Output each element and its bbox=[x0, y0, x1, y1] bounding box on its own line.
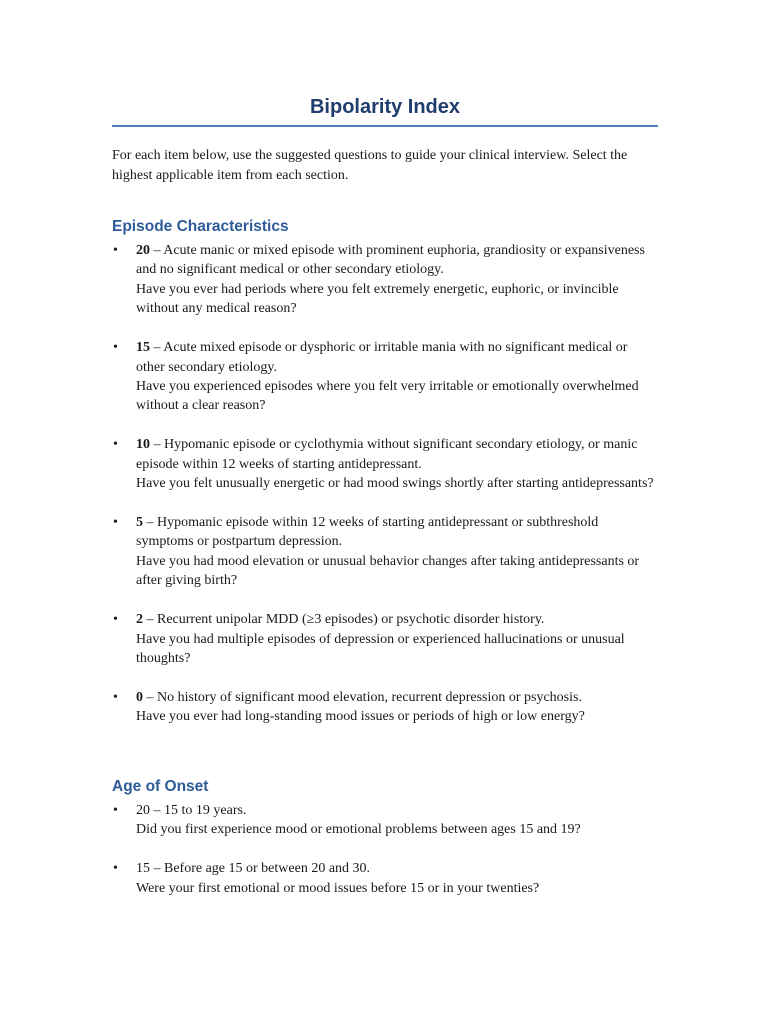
section-heading-age-of-onset: Age of Onset bbox=[112, 778, 209, 795]
list-item bbox=[112, 241, 658, 319]
item-description: – Recurrent unipolar MDD (≥3 episodes) or psychotic disorder history. bbox=[143, 612, 545, 628]
item-description: – 15 to 19 years. bbox=[150, 803, 247, 818]
section-heading-episode-characteristics: Episode Characteristics bbox=[112, 218, 289, 235]
list-item bbox=[112, 801, 658, 840]
item-score: 0 bbox=[136, 689, 143, 705]
item-description: – Before age 15 or between 20 and 30. bbox=[150, 861, 371, 877]
list-item bbox=[112, 688, 658, 727]
bullet-icon: • bbox=[113, 340, 118, 356]
list-item bbox=[112, 859, 658, 898]
item-score: 15 bbox=[136, 861, 150, 877]
item-score: 20 bbox=[136, 803, 150, 818]
item-criterion bbox=[136, 859, 658, 878]
item-description: – Hypomanic episode or cyclothymia without significant secondary etiology, or manic episode within 12 weeks of starting antidepressant. bbox=[136, 437, 638, 472]
item-criterion bbox=[136, 338, 658, 377]
item-question: Have you ever had long-standing mood issues or periods of high or low energy? bbox=[136, 709, 585, 725]
item-question: Have you had mood elevation or unusual behavior changes after taking antidepressants or after giving birth? bbox=[136, 553, 640, 589]
list-item bbox=[112, 610, 658, 668]
list-item bbox=[112, 435, 658, 493]
age-of-onset-list bbox=[112, 801, 658, 898]
item-score: 2 bbox=[136, 612, 143, 628]
item-description: – Acute manic or mixed episode with prominent euphoria, grandiosity or expansiveness and no significant medical or other secondary etiology. bbox=[136, 243, 645, 278]
item-question: Have you had multiple episodes of depression or experienced hallucinations or unusual thoughts? bbox=[136, 631, 625, 666]
document-title: Bipolarity Index bbox=[309, 96, 461, 118]
item-criterion bbox=[136, 435, 658, 474]
item-question: Have you experienced episodes where you felt very irritable or emotionally overwhelmed without a clear reason? bbox=[136, 378, 639, 414]
item-criterion bbox=[136, 241, 658, 280]
list-item bbox=[112, 338, 658, 416]
item-score: 5 bbox=[136, 514, 143, 530]
item-criterion bbox=[136, 513, 658, 552]
item-description: – No history of significant mood elevation, recurrent depression or psychosis. bbox=[143, 689, 582, 705]
item-score: 15 bbox=[136, 340, 150, 356]
item-criterion bbox=[136, 688, 658, 707]
item-criterion bbox=[136, 801, 658, 820]
episode-characteristics-list bbox=[112, 241, 658, 727]
item-question: Have you ever had periods where you felt extremely energetic, euphoric, or invincible without any medical reason? bbox=[136, 281, 619, 317]
list-item bbox=[112, 513, 658, 591]
item-question: Were your first emotional or mood issues before 15 or in your twenties? bbox=[136, 880, 540, 896]
bullet-icon: • bbox=[113, 612, 118, 628]
item-question: Have you felt unusually energetic or had mood swings shortly after starting antidepressants? bbox=[136, 476, 654, 492]
item-criterion bbox=[136, 610, 658, 629]
item-score: 10 bbox=[136, 437, 150, 453]
bullet-icon: • bbox=[113, 243, 118, 258]
item-description: – Acute mixed episode or dysphoric or irritable mania with no significant medical or other secondary etiology. bbox=[136, 340, 628, 375]
bullet-icon: • bbox=[113, 437, 118, 453]
title-divider bbox=[112, 125, 658, 127]
item-description: – Hypomanic episode within 12 weeks of starting antidepressant or subthreshold symptoms or postpartum depression. bbox=[136, 514, 599, 550]
item-score: 20 bbox=[136, 243, 150, 258]
item-question: Did you first experience mood or emotional problems between ages 15 and 19? bbox=[136, 822, 581, 838]
bullet-icon: • bbox=[113, 803, 118, 818]
bullet-icon: • bbox=[113, 689, 118, 705]
bullet-icon: • bbox=[113, 514, 118, 530]
intro-paragraph: For each item below, use the suggested questions to guide your clinical interview. Select the highest applicable item from each section. bbox=[112, 148, 628, 183]
bullet-icon: • bbox=[113, 861, 118, 877]
